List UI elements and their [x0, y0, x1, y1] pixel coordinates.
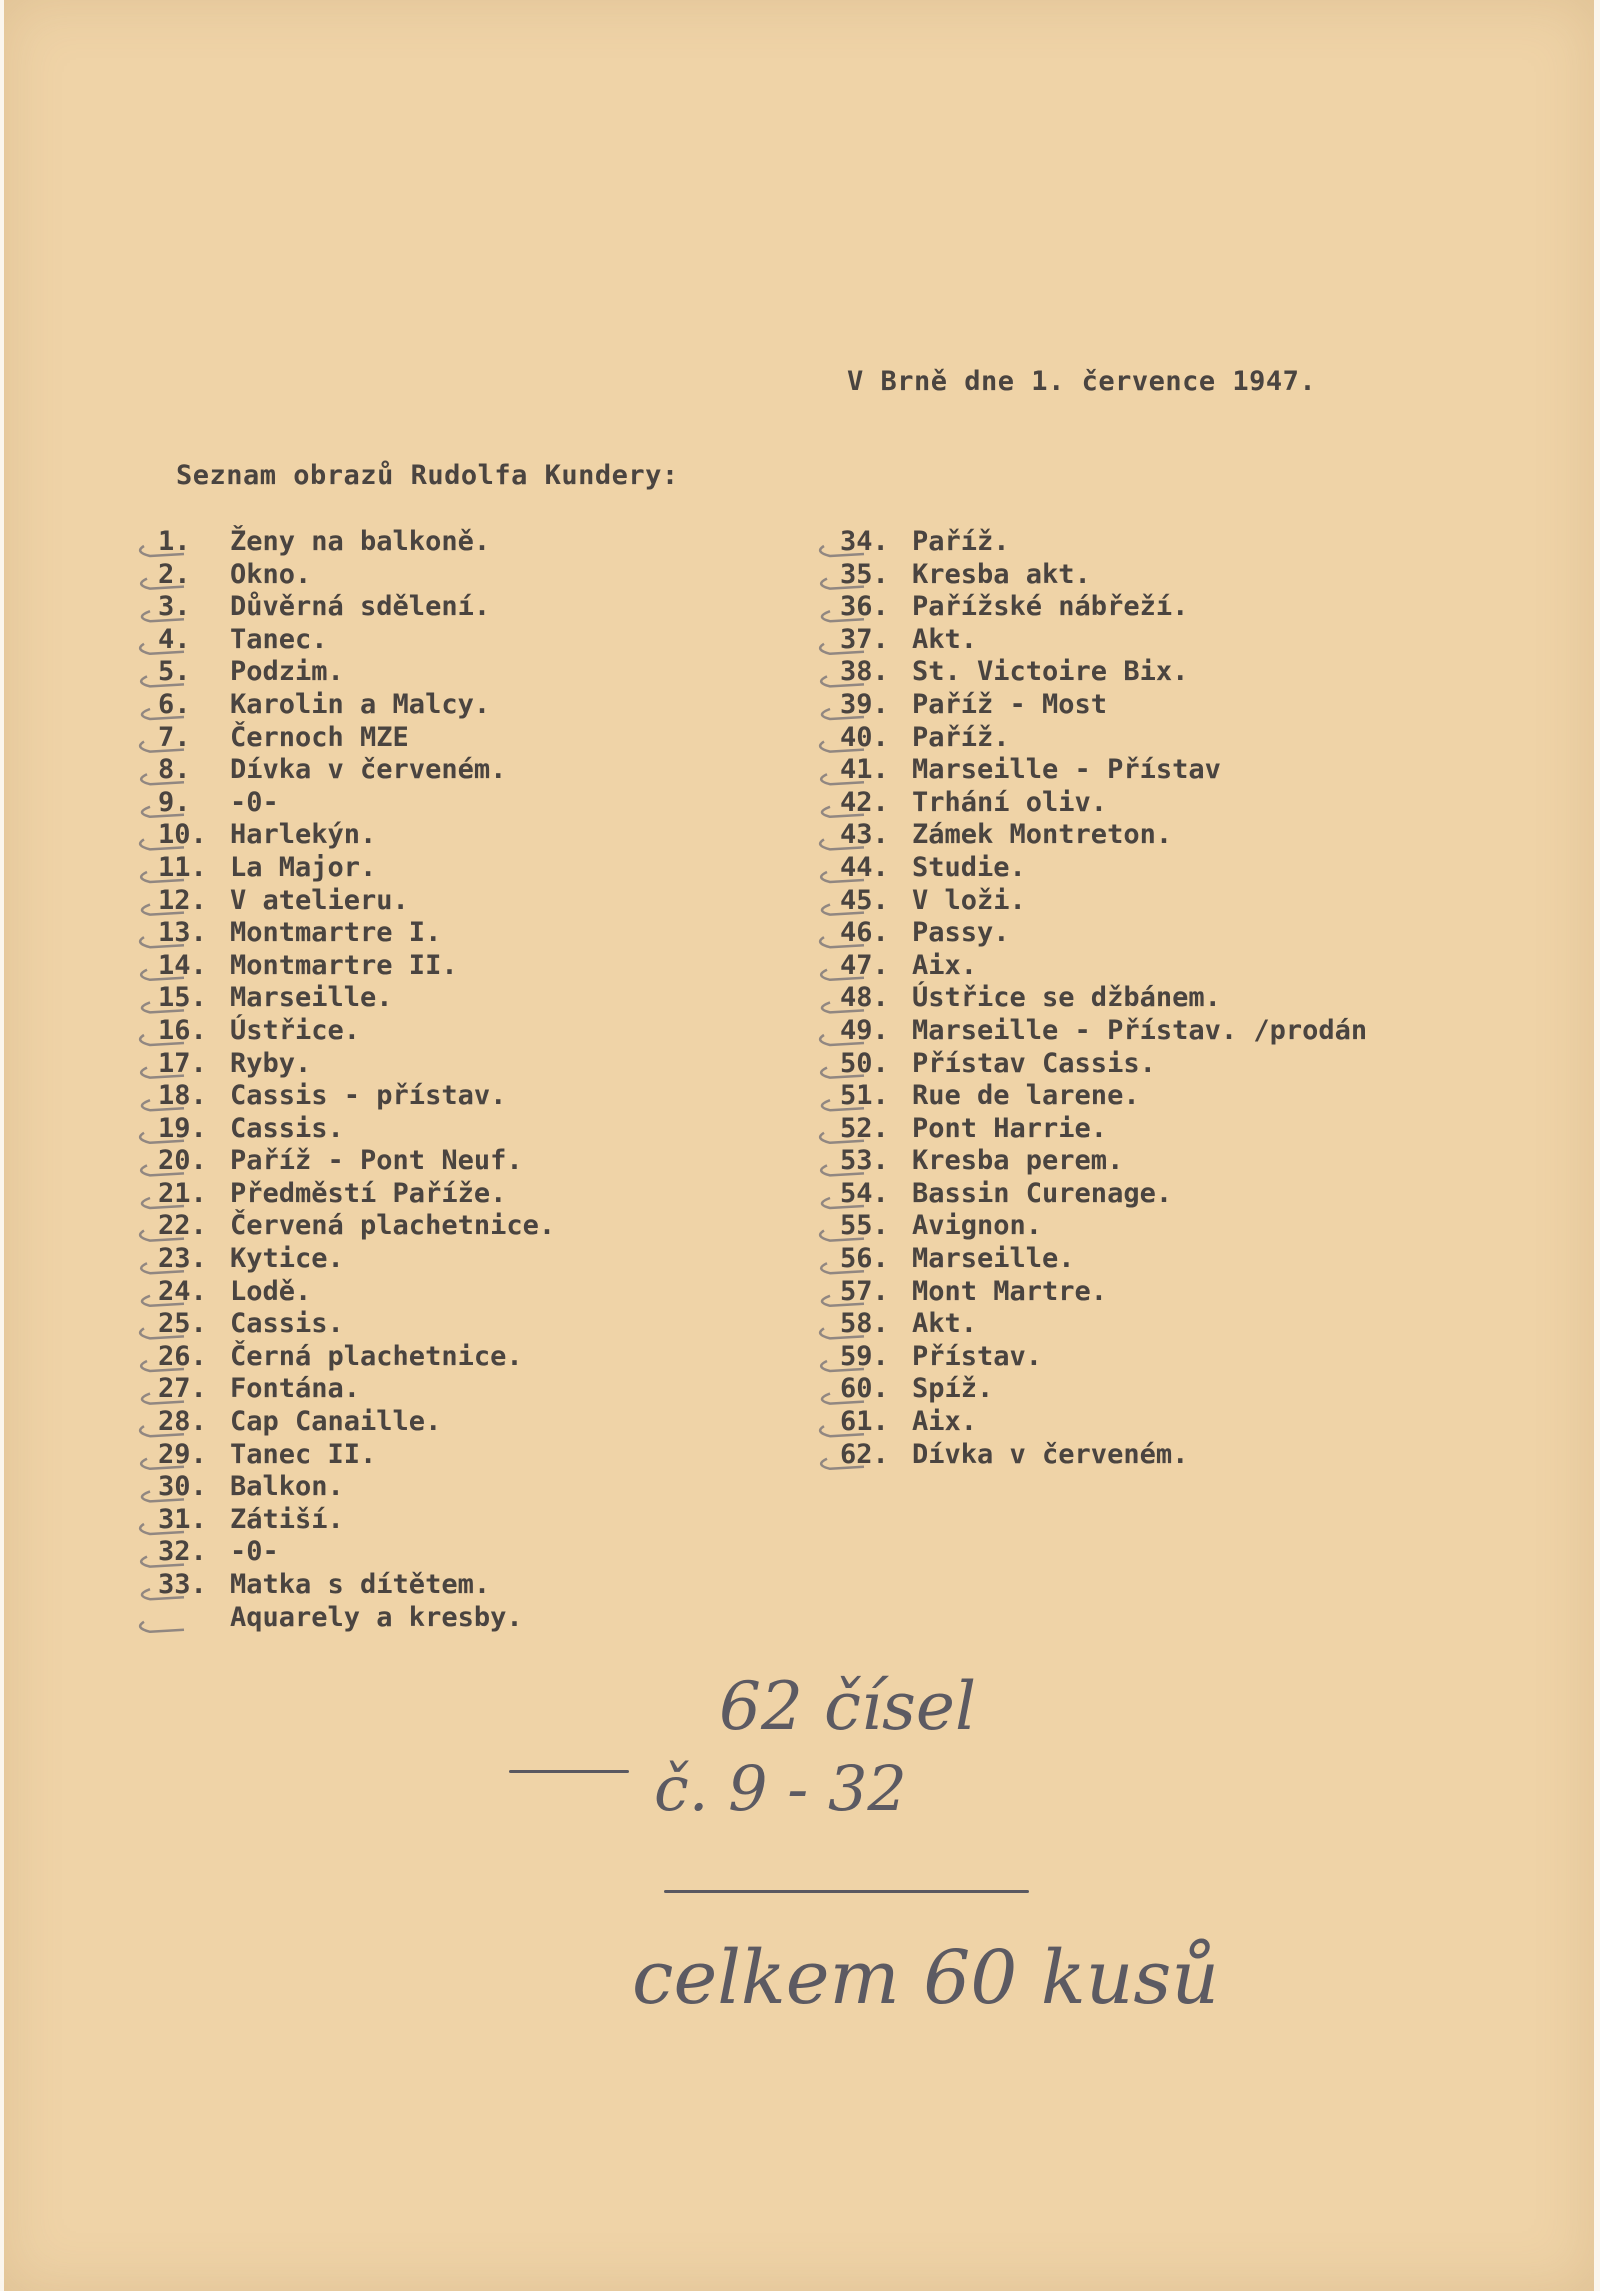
item-title: Předměstí Paříže.	[230, 1177, 507, 1209]
list-item	[158, 885, 555, 918]
list-item	[840, 1341, 1367, 1374]
item-number: 30.	[158, 1471, 207, 1503]
list-item	[840, 1080, 1367, 1113]
item-title: Paříž - Pont Neuf.	[230, 1145, 523, 1177]
item-title: Tanec II.	[230, 1438, 377, 1470]
handwritten-count-note: 62 čísel	[719, 1668, 977, 1745]
item-title: Kytice.	[230, 1243, 344, 1275]
item-title: Zátiší.	[230, 1503, 344, 1535]
item-title: Pont Harrie.	[912, 1112, 1108, 1144]
list-item	[158, 559, 555, 592]
item-number: 61.	[840, 1406, 889, 1438]
list-item	[840, 819, 1367, 852]
list-item	[158, 1015, 555, 1048]
item-title: Cap Canaille.	[230, 1406, 442, 1438]
list-item	[158, 1406, 555, 1439]
item-title: Paříž.	[912, 526, 1010, 557]
item-number: 28.	[158, 1406, 207, 1438]
item-number: 26.	[158, 1340, 207, 1372]
list-item	[158, 1243, 555, 1276]
item-number: 47.	[840, 949, 889, 981]
list-item	[158, 917, 555, 950]
list-item	[158, 1080, 555, 1113]
dateline: V Brně dne 1. července 1947.	[847, 366, 1317, 397]
item-number: 54.	[840, 1177, 889, 1209]
list-item	[158, 1569, 555, 1602]
list-item	[158, 1113, 555, 1146]
list-item	[158, 1504, 555, 1537]
item-number: 51.	[840, 1080, 889, 1112]
item-title: Montmartre I.	[230, 917, 442, 949]
item-number: 40.	[840, 721, 889, 753]
item-number: 20.	[158, 1145, 207, 1177]
list-item	[840, 526, 1367, 559]
item-number: 12.	[158, 884, 207, 916]
item-title: Fontána.	[230, 1373, 361, 1405]
item-number: 2.	[158, 558, 191, 590]
item-title: Dívka v červeném.	[230, 754, 507, 786]
item-number: 4.	[158, 623, 191, 655]
list-item	[840, 754, 1367, 787]
item-title: Balkon.	[230, 1471, 344, 1503]
item-title: Avignon.	[912, 1210, 1043, 1242]
item-title: V loži.	[912, 884, 1026, 916]
list-item	[840, 624, 1367, 657]
item-title: Ústřice.	[230, 1014, 361, 1046]
item-number: 45.	[840, 884, 889, 916]
item-title: Cassis - přístav.	[230, 1080, 507, 1112]
item-number: 52.	[840, 1112, 889, 1144]
list-item	[158, 689, 555, 722]
item-title: Cassis.	[230, 1308, 344, 1340]
item-title: -0-	[230, 1536, 279, 1568]
item-number: 46.	[840, 917, 889, 949]
list-item	[158, 1373, 555, 1406]
item-title: Ryby.	[230, 1047, 312, 1079]
item-title: Zámek Montreton.	[912, 819, 1173, 851]
list-item	[840, 1210, 1367, 1243]
list-item	[158, 526, 555, 559]
list-item	[158, 624, 555, 657]
list-item	[158, 1178, 555, 1211]
list-item	[840, 982, 1367, 1015]
item-title: Matka s dítětem.	[230, 1569, 491, 1600]
item-number: 11.	[158, 851, 207, 883]
list-title: Seznam obrazů Rudolfa Kundery:	[176, 460, 679, 491]
item-title: Rue de larene.	[912, 1080, 1140, 1112]
item-number: 57.	[840, 1275, 889, 1307]
item-number: 42.	[840, 786, 889, 818]
list-item	[840, 722, 1367, 755]
item-title: Mont Martre.	[912, 1275, 1108, 1307]
list-item	[158, 982, 555, 1015]
item-title: Aquarely a kresby.	[230, 1601, 523, 1633]
item-title: Černoch MZE	[230, 721, 409, 753]
list-item	[158, 656, 555, 689]
item-title: V atelieru.	[230, 884, 409, 916]
list-item	[158, 1210, 555, 1243]
list-item	[840, 591, 1367, 624]
item-number: 56.	[840, 1243, 889, 1275]
item-number: 18.	[158, 1080, 207, 1112]
item-number: 34.	[840, 526, 889, 557]
item-title: Trhání oliv.	[912, 786, 1108, 818]
list-item	[840, 917, 1367, 950]
list-item	[158, 591, 555, 624]
item-number: 60.	[840, 1373, 889, 1405]
handwritten-range-note: č. 9 - 32	[654, 1752, 907, 1825]
list-item	[158, 1439, 555, 1472]
list-item	[840, 950, 1367, 983]
list-item	[840, 1145, 1367, 1178]
item-title: Bassin Curenage.	[912, 1177, 1173, 1209]
item-number: 59.	[840, 1340, 889, 1372]
item-number: 16.	[158, 1014, 207, 1046]
item-number: 10.	[158, 819, 207, 851]
item-number: 19.	[158, 1112, 207, 1144]
list-item	[840, 1015, 1367, 1048]
item-number: 15.	[158, 982, 207, 1014]
item-number: 29.	[158, 1438, 207, 1470]
item-title: Montmartre II.	[230, 949, 458, 981]
list-item	[158, 852, 555, 885]
item-title: Podzim.	[230, 656, 344, 688]
item-number: 58.	[840, 1308, 889, 1340]
list-item	[840, 1276, 1367, 1309]
list-item	[840, 1406, 1367, 1439]
item-number: 49.	[840, 1014, 889, 1046]
item-title: Marseille - Přístav	[912, 754, 1221, 786]
item-number: 32.	[158, 1536, 207, 1568]
list-item	[158, 754, 555, 787]
item-number: 27.	[158, 1373, 207, 1405]
item-number: 39.	[840, 688, 889, 720]
list-item	[840, 852, 1367, 885]
list-item	[158, 1308, 555, 1341]
item-title: Karolin a Malcy.	[230, 688, 491, 720]
item-title: Přístav Cassis.	[912, 1047, 1156, 1079]
item-number: 13.	[158, 917, 207, 949]
list-item	[840, 1243, 1367, 1276]
item-title: Okno.	[230, 558, 312, 590]
item-number: 53.	[840, 1145, 889, 1177]
item-number: 50.	[840, 1047, 889, 1079]
item-title: Marseille.	[912, 1243, 1075, 1275]
item-title: St. Victoire Bix.	[912, 656, 1189, 688]
item-number: 55.	[840, 1210, 889, 1242]
list-item	[158, 819, 555, 852]
item-number: 31.	[158, 1503, 207, 1535]
item-title: Kresba perem.	[912, 1145, 1124, 1177]
item-number: 22.	[158, 1210, 207, 1242]
item-number: 5.	[158, 656, 191, 688]
item-title: Ústřice se džbánem.	[912, 982, 1221, 1014]
document-sheet	[4, 0, 1594, 2291]
list-item	[840, 1048, 1367, 1081]
list-item	[840, 689, 1367, 722]
item-number: 17.	[158, 1047, 207, 1079]
item-title: Marseille - Přístav. /prodán	[912, 1014, 1368, 1046]
item-number: 9.	[158, 786, 191, 818]
pencil-rule	[664, 1890, 1029, 1893]
list-item	[158, 950, 555, 983]
list-item	[158, 1145, 555, 1178]
item-title: Ženy na balkoně.	[230, 526, 491, 557]
item-title: Paříž - Most	[912, 688, 1108, 720]
item-title: Akt.	[912, 1308, 978, 1340]
item-title: Důvěrná sdělení.	[230, 591, 491, 623]
item-number: 6.	[158, 688, 191, 720]
pencil-dash	[509, 1770, 629, 1773]
list-item	[840, 1178, 1367, 1211]
item-title: Passy.	[912, 917, 1010, 949]
painting-list-right	[840, 526, 1367, 1471]
item-title: Studie.	[912, 851, 1026, 883]
list-item	[840, 1113, 1367, 1146]
item-title: Spíž.	[912, 1373, 994, 1405]
item-title: Černá plachetnice.	[230, 1340, 523, 1372]
item-number: 14.	[158, 949, 207, 981]
item-number: 36.	[840, 591, 889, 623]
item-title: Paříž.	[912, 721, 1010, 753]
item-number: 48.	[840, 982, 889, 1014]
list-item	[158, 1341, 555, 1374]
list-item	[840, 787, 1367, 820]
list-item	[158, 1536, 555, 1569]
item-number: 23.	[158, 1243, 207, 1275]
item-title: Přístav.	[912, 1340, 1043, 1372]
item-number: 7.	[158, 721, 191, 753]
handwritten-total-note: celkem 60 kusů	[632, 1935, 1220, 2021]
item-title: Harlekýn.	[230, 819, 377, 851]
item-title: Aix.	[912, 1406, 978, 1438]
item-title: Kresba akt.	[912, 558, 1091, 590]
list-item	[840, 1439, 1367, 1472]
item-number: 44.	[840, 851, 889, 883]
painting-list-left	[158, 526, 555, 1634]
item-title: Pařížské nábřeží.	[912, 591, 1189, 623]
item-title: Aix.	[912, 949, 978, 981]
item-number: 41.	[840, 754, 889, 786]
item-title: -0-	[230, 786, 279, 818]
item-title: Dívka v červeném.	[912, 1438, 1189, 1470]
item-number: 38.	[840, 656, 889, 688]
list-item	[158, 1276, 555, 1309]
item-title: Marseille.	[230, 982, 393, 1014]
list-item	[840, 1308, 1367, 1341]
list-item	[158, 722, 555, 755]
list-item	[158, 1602, 555, 1635]
list-item	[840, 559, 1367, 592]
list-item	[840, 1373, 1367, 1406]
list-item	[840, 885, 1367, 918]
item-number: 1.	[158, 526, 191, 557]
item-title: Lodě.	[230, 1275, 312, 1307]
item-number: 8.	[158, 754, 191, 786]
item-number: 62.	[840, 1438, 889, 1470]
item-number: 24.	[158, 1275, 207, 1307]
item-number: 21.	[158, 1177, 207, 1209]
list-item	[158, 787, 555, 820]
item-number: 3.	[158, 591, 191, 623]
item-title: Akt.	[912, 623, 978, 655]
item-title: Červená plachetnice.	[230, 1210, 556, 1242]
list-item	[840, 656, 1367, 689]
list-item	[158, 1048, 555, 1081]
item-title: La Major.	[230, 851, 377, 883]
item-number: 35.	[840, 558, 889, 590]
item-title: Tanec.	[230, 623, 328, 655]
list-item	[158, 1471, 555, 1504]
item-number: 25.	[158, 1308, 207, 1340]
item-title: Cassis.	[230, 1112, 344, 1144]
item-number: 43.	[840, 819, 889, 851]
item-number: 37.	[840, 623, 889, 655]
item-number: 33.	[158, 1569, 207, 1600]
